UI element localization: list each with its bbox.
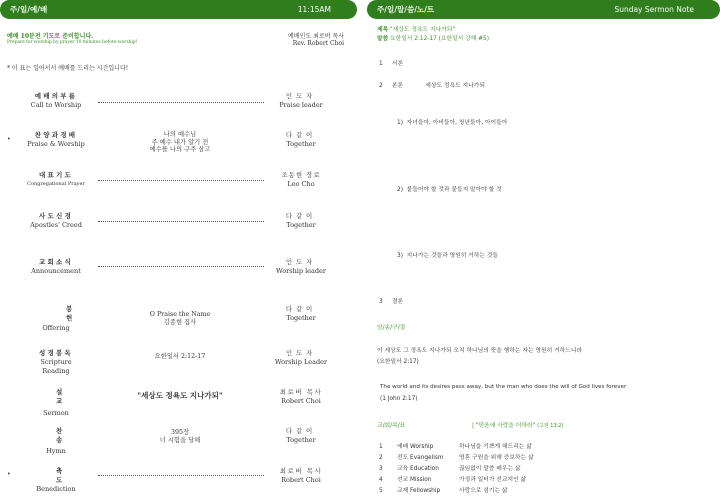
leader-en: Rev. Robert Choi <box>292 40 344 47</box>
text-ref: 요한일서 2:12-17 (요한일서 강해 #5) <box>390 36 489 42</box>
item-ko: 성경봉독 <box>39 349 73 357</box>
who-en: Together <box>286 436 316 444</box>
prep-subtitle: Prepare for worship by prayer 10 minutes before worship! <box>7 40 138 45</box>
worship-header-title: 주/일/예/배 <box>10 5 48 14</box>
item-ko: 사도신경 <box>39 212 73 220</box>
memory-verse-heading: 암/송/구/절 <box>377 325 406 331</box>
goal-row <box>379 441 532 450</box>
outline-text: 본론 세상도 정욕도 지나가되 <box>391 83 485 89</box>
offering-song: O Praise the Name <box>149 311 211 318</box>
who-ko: 다같이 <box>285 212 317 220</box>
goal-name: 전도 Evangelism <box>397 455 444 461</box>
memory-verse-en-ref: (1 John 2:17) <box>380 396 418 402</box>
prep-title: 예배 10분전 기도로 준비합니다. <box>7 33 94 40</box>
goal-desc: 영혼 구원을 위해 증보하는 삶 <box>459 455 534 461</box>
who-ko: 다같이 <box>285 131 317 139</box>
memory-verse-ko-ref: (요한일서 2:17) <box>377 359 419 365</box>
outline-item <box>379 296 403 305</box>
who-en: Together <box>286 140 316 148</box>
goal-name: 교육 Education <box>397 466 439 472</box>
goal-row <box>379 474 526 483</box>
sermon-header-title: 주/일/말/씀/노/트 <box>377 5 435 14</box>
goal-text: | "믿음에 사랑을 더하라" <box>472 423 536 429</box>
leader-ko: 예배인도 최로버 목사 <box>288 33 344 40</box>
who-ko: 다같이 <box>285 427 317 435</box>
dotted-leader <box>98 475 264 476</box>
item-en: Hymn <box>46 447 66 455</box>
who-ko: 최로버 목사 <box>279 467 323 475</box>
goal-desc: 가정과 일터가 선교지인 삶 <box>459 477 527 483</box>
goal-desc: 사랑으로 섬기는 삶 <box>459 488 508 494</box>
item-en: Congregational Prayer <box>27 181 85 187</box>
goal-row <box>379 452 534 461</box>
hymn-number: 395장 <box>170 429 190 436</box>
song-line: 주 예수 내가 알기 전 <box>151 138 209 146</box>
church-goal <box>472 420 563 429</box>
dotted-leader <box>98 102 264 103</box>
standing-bullet: • <box>7 471 11 478</box>
outline-num: 3 <box>379 299 383 305</box>
who-en: Together <box>286 314 316 322</box>
item-en: Apostles' Creed <box>30 221 82 229</box>
goal-row <box>379 485 507 494</box>
who-ko: 다같이 <box>285 305 317 313</box>
goal-name: 선교 Mission <box>397 477 432 483</box>
dotted-leader <box>98 180 264 181</box>
outline-num: 1) <box>397 120 403 126</box>
item-en: Offering <box>42 324 70 332</box>
who-ko: 인도자 <box>285 349 317 357</box>
sermon-header-subtitle: Sunday Sermon Note <box>614 5 694 14</box>
item-ko: 예배의부름 <box>34 92 78 100</box>
goal-desc: 끊임없이 말씀 배우는 삶 <box>459 466 521 472</box>
who-en: Together <box>286 221 316 229</box>
worship-time: 11:15AM <box>297 5 331 14</box>
who-ko: 인도자 <box>285 258 317 266</box>
sermon-title-line <box>377 24 455 33</box>
outline-num: 1 <box>379 61 383 67</box>
title-label: 제목 <box>377 27 389 33</box>
song-line: 나의 예수님 <box>163 131 197 138</box>
goal-num: 5 <box>379 488 383 494</box>
sermon-note-page <box>367 0 720 498</box>
outline-item <box>379 80 485 89</box>
standing-bullet: • <box>7 136 11 143</box>
song-line: 예수를 나의 구주 삼고 <box>149 146 211 154</box>
who-en: Worship Leader <box>274 358 328 366</box>
outline-num: 3) <box>397 253 403 259</box>
who-ko: 인도자 <box>285 92 317 100</box>
goal-name: 교제 Fellowship <box>397 488 441 494</box>
item-ko: 설교 <box>56 388 93 405</box>
memory-verse-ko: 이 세상도 그 정욕도 지나가되 오직 하나님의 뜻을 행하는 자는 영원히 거하느니라 <box>377 348 583 354</box>
church-goal-heading: 교/회/목/표 <box>377 423 406 429</box>
offering-singer: 김종현 집사 <box>163 318 197 326</box>
sermon-title: "세상도 정욕도 지나가되" <box>137 391 223 400</box>
outline-text: 자녀들아, 아비들아, 청년들아, 아이들아 <box>406 120 508 126</box>
item-ko: 찬송 <box>56 427 93 444</box>
dotted-leader <box>98 266 264 267</box>
goal-num: 3 <box>379 466 383 472</box>
who-ko: 조동현 장로 <box>281 171 321 179</box>
goal-num: 4 <box>379 477 383 483</box>
goal-name: 예배 Worship <box>397 444 434 450</box>
who-en: Praise leader <box>279 101 323 109</box>
outline-num: 2 <box>379 83 383 89</box>
item-ko: 대표기도 <box>39 171 73 179</box>
goal-num: 2 <box>379 455 383 461</box>
outline-text: 지나가는 것들과 영원히 거하는 것들 <box>406 253 499 259</box>
item-en: Announcement <box>31 267 81 275</box>
outline-subitem <box>397 184 502 193</box>
item-ko: 축도 <box>56 467 93 484</box>
dotted-leader <box>98 221 264 222</box>
worship-order-page <box>0 0 357 498</box>
item-en: Sermon <box>43 409 69 417</box>
outline-text: 서론 <box>391 61 404 67</box>
outline-item <box>379 58 403 67</box>
item-en: Praise & Worship <box>27 140 85 148</box>
goal-row <box>379 463 521 472</box>
scripture-ref: 요한일서 2:12-17 <box>154 353 206 360</box>
who-en: Robert Choi <box>281 397 321 405</box>
title-text: "세상도 정욕도 지나가되" <box>390 27 456 33</box>
outline-subitem <box>397 117 507 126</box>
text-label: 말씀 <box>377 36 389 42</box>
sermon-header-bar <box>367 0 720 19</box>
outline-subitem <box>397 250 498 259</box>
worship-header-bar <box>0 0 357 19</box>
standing-note: * 이 표는 일어서서 예배를 드리는 시간입니다! <box>7 65 129 72</box>
who-ko: 최로버 목사 <box>279 388 323 396</box>
outline-text: 결론 <box>391 299 404 305</box>
item-en: Scripture Reading <box>40 358 72 375</box>
item-en: Benediction <box>36 485 76 493</box>
item-ko: 교회소식 <box>39 258 73 266</box>
sermon-text-line <box>377 33 489 42</box>
goal-desc: 하나님을 기쁘게 해드리는 삶 <box>459 444 532 450</box>
goal-num: 1 <box>379 444 383 450</box>
outline-num: 2) <box>397 187 403 193</box>
who-en: Robert Choi <box>281 476 321 484</box>
outline-text: 붙들어야 할 것과 붙들지 말아야 할 것 <box>406 187 502 193</box>
item-ko: 봉헌 <box>66 305 113 322</box>
item-ko: 찬양과경배 <box>34 131 78 139</box>
hymn-title: 너 시험을 당해 <box>159 436 201 444</box>
who-en: Worship leader <box>275 267 326 275</box>
who-en: Leo Cho <box>287 180 315 188</box>
memory-verse-en: The world and its desires pass away, but the man who does the will of God lives forever <box>380 384 627 390</box>
item-en: Call to Worship <box>30 101 82 109</box>
goal-ref: (고전 13:2) <box>537 423 564 429</box>
